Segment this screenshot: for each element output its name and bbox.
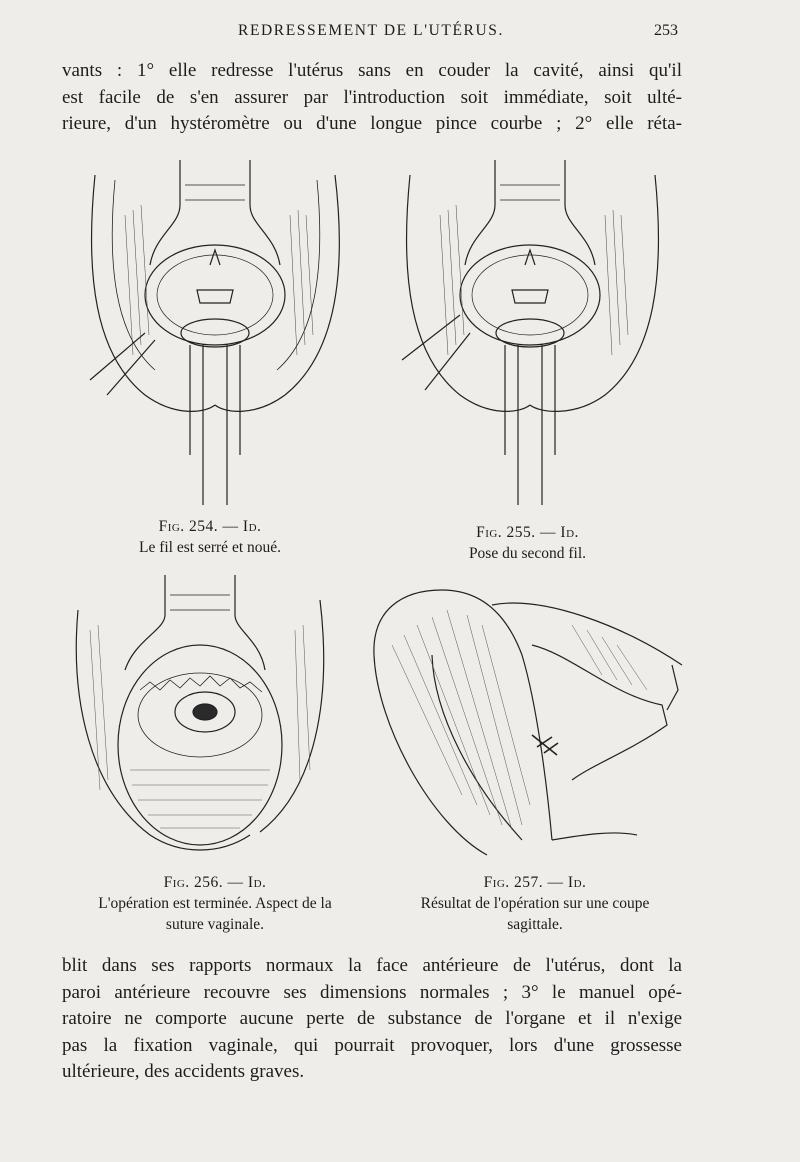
figure-257-illustration [372,585,687,870]
figure-254-illustration [85,155,345,510]
caption-line: sagittale. [507,916,563,933]
paragraph-top [62,58,682,138]
figure-number: Fig. 257. — Id. [483,874,587,891]
text-line: paroi antérieure recouvre ses dimensions normales ; 3° le manuel opé- [62,981,682,1003]
caption-line: suture vaginale. [165,916,265,933]
figure-255-caption [425,522,630,564]
text-line: est facile de s'en assurer par l'introduction soit immédiate, soit ulté- [62,86,682,108]
figure-254-caption [105,516,315,558]
running-head [0,22,800,42]
figure-256-illustration [70,570,335,860]
caption-line: Pose du second fil. [468,545,587,562]
text-line: ratoire ne comporte aucune perte de substance de l'organe et il n'exige [62,1008,682,1029]
text-line: vants : 1° elle redresse l'utérus sans en couder la cavité, ainsi qu'il [62,60,682,81]
text-line: rieure, d'un hystéromètre ou d'une longue pince courbe ; 2° elle réta- [62,113,682,134]
text-line: pas la fixation vaginale, qui pourrait provoquer, lors d'une grossesse [62,1034,682,1056]
figure-255-illustration [400,155,665,510]
figure-number: Fig. 254. — Id. [158,518,262,535]
figure-256-caption [60,872,370,935]
caption-line: Le fil est serré et noué. [138,539,282,556]
caption-line: Résultat de l'opération sur une coupe [420,895,650,912]
running-title: REDRESSEMENT DE L'UTÉRUS. [238,22,504,39]
paragraph-bottom [62,953,682,1086]
text-line: blit dans ses rapports normaux la face antérieure de l'utérus, dont la [62,955,682,976]
page-number: 253 [654,22,678,39]
figure-number: Fig. 255. — Id. [476,524,579,541]
caption-line: L'opération est terminée. Aspect de la [98,895,332,912]
figure-257-caption [380,872,690,935]
figure-number: Fig. 256. — Id. [163,874,267,891]
text-line: ultérieure, des accidents graves. [62,1061,305,1082]
